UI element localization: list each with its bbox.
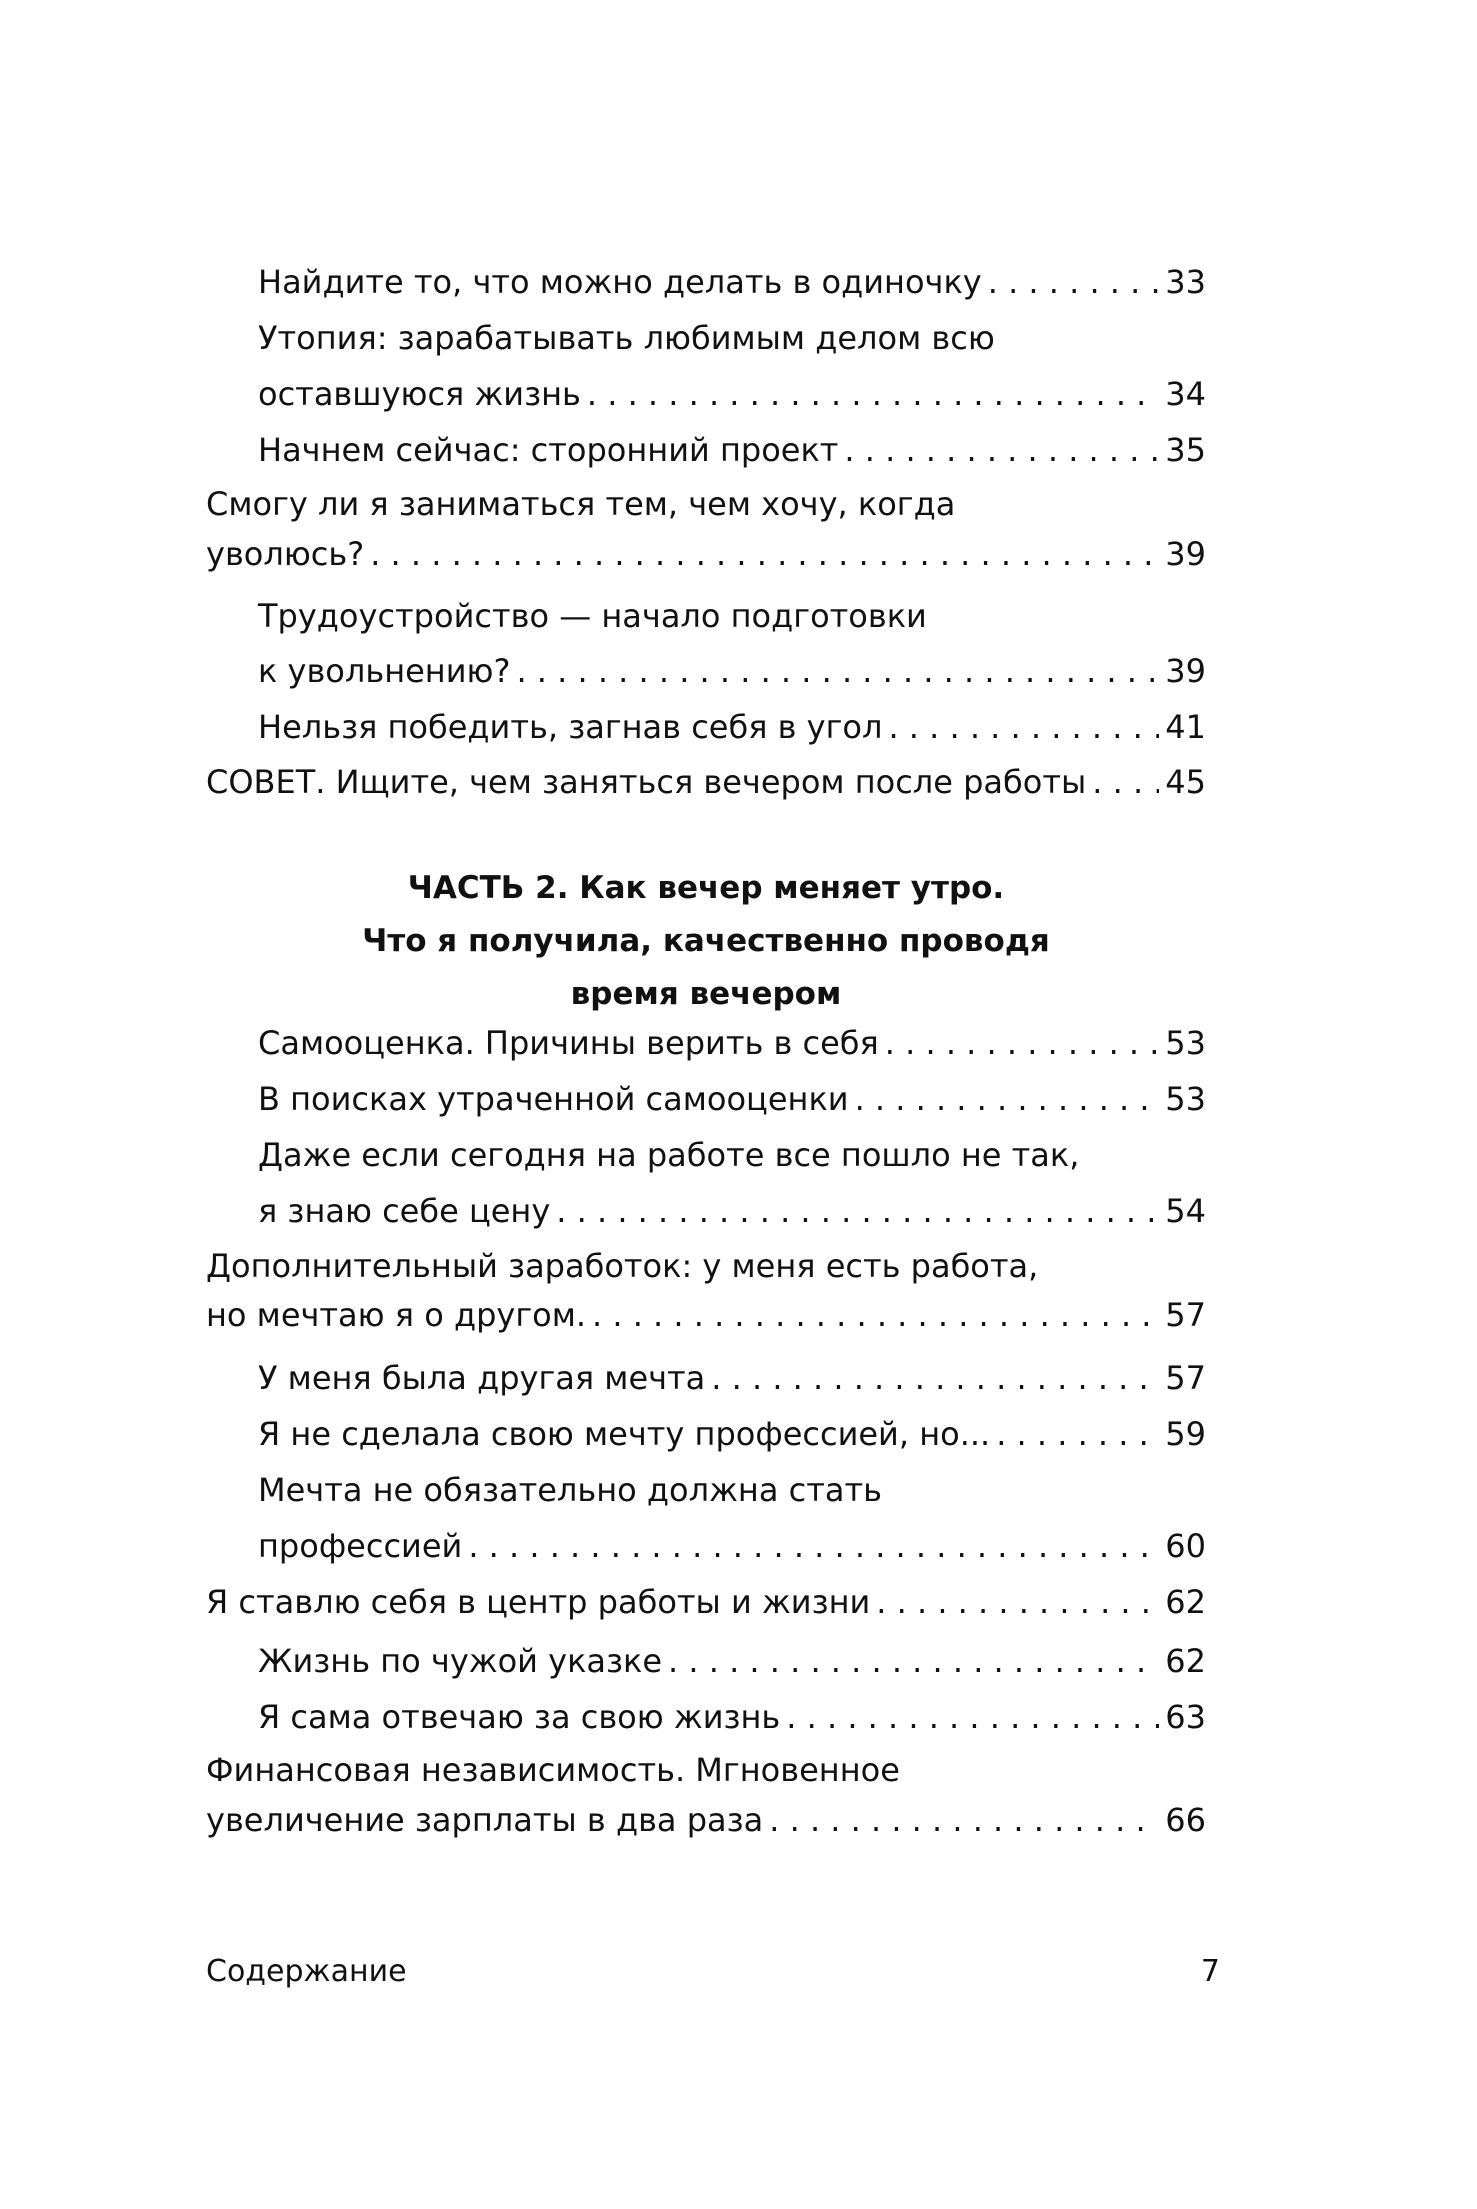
toc-entry-title: но мечтаю я о другом. (206, 1296, 587, 1334)
toc-entry-title-line1: Дополнительный заработок: у меня есть работа, (206, 1247, 1039, 1285)
toc-page-number: 57 (1165, 1359, 1206, 1397)
toc-entry-title-line1: Утопия: зарабатывать любимым делом всю (258, 319, 995, 357)
toc-entry (258, 651, 1206, 691)
part-heading (206, 862, 1206, 1021)
toc-entry (258, 1191, 1206, 1231)
toc-entry-title: Начнем сейчас: сторонний проект (258, 431, 839, 469)
toc-leader-dots (556, 1191, 1159, 1231)
toc-entry (206, 534, 1206, 574)
toc-entry-title: У меня была другая мечта (258, 1359, 706, 1397)
toc-page-number: 62 (1165, 1642, 1206, 1680)
toc-entry-title-line1: Смогу ли я заниматься тем, чем хочу, когда (206, 485, 956, 523)
part-heading-line2: Что я получила, качественно проводя (362, 923, 1050, 959)
toc-entry-title: Найдите то, что можно делать в одиночку (258, 263, 982, 301)
toc-entry-title-line1: Мечта не обязательно должна стать (258, 1471, 882, 1509)
toc-leader-dots (668, 1641, 1159, 1681)
toc-entry (258, 1358, 1206, 1398)
toc-entry (206, 1800, 1206, 1840)
toc-leader-dots (711, 1358, 1159, 1398)
toc-page-number: 34 (1165, 375, 1206, 413)
toc-entry-title: к увольнению? (258, 652, 511, 690)
toc-page-number: 39 (1165, 535, 1206, 573)
toc-leader-dots (996, 1414, 1159, 1454)
toc-entry (206, 762, 1206, 802)
toc-leader-dots (855, 1079, 1160, 1119)
toc-entry (258, 1641, 1206, 1681)
toc-page-number: 60 (1165, 1527, 1206, 1565)
toc-page-number: 53 (1165, 1024, 1206, 1062)
toc-entry-title: Самооценка. Причины верить в себя (258, 1024, 879, 1062)
running-footer-section: Содержание (206, 1954, 407, 1989)
toc-leader-dots (587, 374, 1159, 414)
toc-leader-dots (888, 707, 1159, 747)
toc-page-number: 39 (1165, 652, 1206, 690)
page-number: 7 (1200, 1954, 1220, 1989)
part-heading-line1: ЧАСТЬ 2. Как вечер меняет утро. (407, 870, 1005, 906)
toc-page-number: 45 (1165, 763, 1206, 801)
toc-entry (206, 1295, 1206, 1335)
toc-entry-title: В поисках утраченной самооценки (258, 1080, 849, 1118)
toc-entry-title: увеличение зарплаты в два раза (206, 1801, 764, 1839)
toc-page-number: 41 (1165, 708, 1206, 746)
toc-entry (258, 707, 1206, 747)
toc-page-number: 33 (1165, 263, 1206, 301)
toc-page-number: 54 (1165, 1192, 1206, 1230)
toc-leader-dots (592, 1295, 1159, 1335)
toc-page-number: 59 (1165, 1415, 1206, 1453)
toc-leader-dots (370, 534, 1159, 574)
toc-entry (258, 1697, 1206, 1737)
toc-leader-dots (988, 262, 1160, 302)
toc-entry (258, 1023, 1206, 1063)
toc-entry-title: профессией (258, 1527, 463, 1565)
toc-leader-dots (769, 1800, 1159, 1840)
toc-entry (206, 1582, 1206, 1622)
toc-page-number: 63 (1165, 1698, 1206, 1736)
toc-entry-title: СОВЕТ. Ищите, чем заняться вечером после работы (206, 763, 1087, 801)
toc-entry-title: Жизнь по чужой указке (258, 1642, 663, 1680)
toc-page-number: 35 (1165, 431, 1206, 469)
toc-page-number: 57 (1165, 1296, 1206, 1334)
toc-page-number: 62 (1165, 1583, 1206, 1621)
toc-entry (258, 430, 1206, 470)
toc-leader-dots (1092, 762, 1159, 802)
toc-leader-dots (468, 1526, 1159, 1566)
toc-leader-dots (885, 1023, 1160, 1063)
toc-entry-title: уволюсь? (206, 535, 365, 573)
toc-entry (258, 1079, 1206, 1119)
toc-entry (258, 262, 1206, 302)
toc-entry (258, 1526, 1206, 1566)
toc-entry (258, 1414, 1206, 1454)
toc-entry-title: Нельзя победить, загнав себя в угол (258, 708, 883, 746)
toc-page-number: 53 (1165, 1080, 1206, 1118)
toc-entry-title-line1: Даже если сегодня на работе все пошло не так, (258, 1136, 1080, 1174)
toc-entry-title-line1: Трудоустройство — начало подготовки (258, 597, 927, 635)
toc-leader-dots (516, 651, 1159, 691)
toc-entry-title: оставшуюся жизнь (258, 375, 581, 413)
toc-entry-title: Я ставлю себя в центр работы и жизни (206, 1583, 871, 1621)
toc-entry-title-line1: Финансовая независимость. Мгновенное (206, 1751, 900, 1789)
part-heading-line3: время вечером (570, 976, 842, 1012)
toc-leader-dots (876, 1582, 1159, 1622)
toc-entry-title: Я сама отвечаю за свою жизнь (258, 1698, 781, 1736)
toc-leader-dots (786, 1697, 1159, 1737)
toc-entry-title: я знаю себе цену (258, 1192, 551, 1230)
toc-entry (258, 374, 1206, 414)
toc-page-number: 66 (1165, 1801, 1206, 1839)
toc-leader-dots (844, 430, 1159, 470)
toc-entry-title: Я не сделала свою мечту профессией, но... (258, 1415, 991, 1453)
